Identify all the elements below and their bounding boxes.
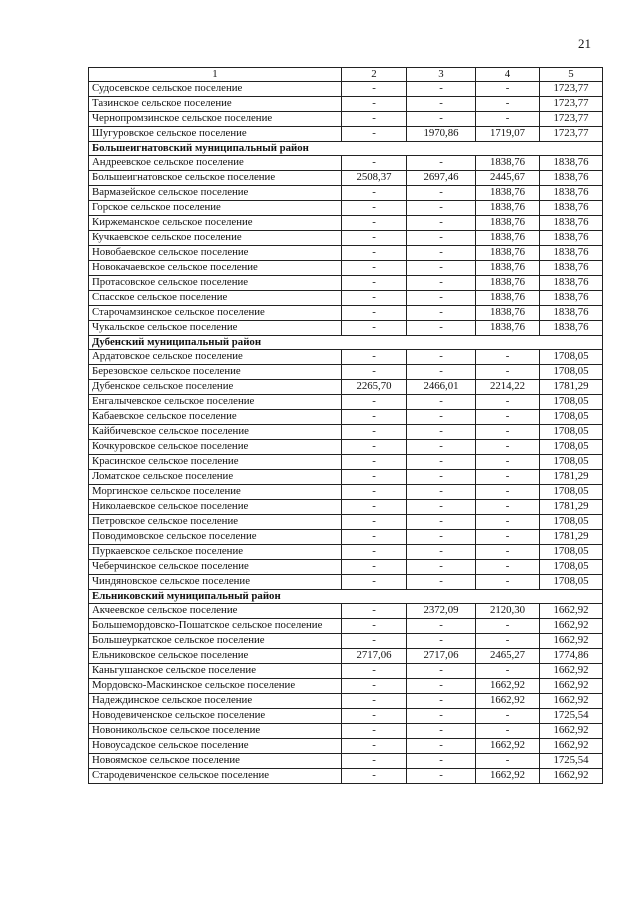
settlement-name: Шугуровское сельское поселение — [89, 127, 342, 142]
table-cell: - — [476, 530, 540, 545]
table-cell: - — [342, 455, 407, 470]
table-cell: - — [407, 769, 476, 784]
column-header: 5 — [540, 68, 603, 82]
table-row — [89, 350, 603, 365]
table-cell: - — [476, 515, 540, 530]
table-row — [89, 112, 603, 127]
table-cell: - — [342, 694, 407, 709]
table-row — [89, 634, 603, 649]
table-cell: 1838,76 — [540, 216, 603, 231]
table-cell: - — [407, 276, 476, 291]
table-cell: - — [342, 575, 407, 590]
table-row — [89, 82, 603, 97]
table-cell: 1662,92 — [540, 724, 603, 739]
table-cell: - — [342, 604, 407, 619]
column-header: 1 — [89, 68, 342, 82]
table-cell: - — [407, 440, 476, 455]
table-row — [89, 739, 603, 754]
table-cell: 1838,76 — [540, 306, 603, 321]
settlement-name: Вармазейское сельское поселение — [89, 186, 342, 201]
table-row — [89, 395, 603, 410]
table-cell: 1838,76 — [476, 261, 540, 276]
table-cell: - — [342, 410, 407, 425]
table-cell: 1725,54 — [540, 709, 603, 724]
settlement-name: Чиндяновское сельское поселение — [89, 575, 342, 590]
table-row — [89, 604, 603, 619]
table-cell: - — [342, 440, 407, 455]
section-title: Большеигнатовский муниципальный район — [89, 142, 603, 156]
table-cell: 1708,05 — [540, 560, 603, 575]
table-cell: - — [476, 470, 540, 485]
table-row — [89, 560, 603, 575]
table-cell: 1719,07 — [476, 127, 540, 142]
table-cell: - — [476, 619, 540, 634]
table-cell: - — [407, 97, 476, 112]
settlement-name: Енгалычевское сельское поселение — [89, 395, 342, 410]
section-row — [89, 590, 603, 604]
table-cell: - — [407, 425, 476, 440]
table-row — [89, 500, 603, 515]
table-cell: - — [476, 365, 540, 380]
settlement-name: Новокачаевское сельское поселение — [89, 261, 342, 276]
table-row — [89, 545, 603, 560]
table-cell: - — [476, 82, 540, 97]
table-row — [89, 380, 603, 395]
table-row — [89, 619, 603, 634]
table-cell: - — [342, 754, 407, 769]
table-cell: 1723,77 — [540, 97, 603, 112]
page-number: 21 — [578, 36, 591, 51]
table-cell: - — [342, 201, 407, 216]
table-row — [89, 306, 603, 321]
table-row — [89, 649, 603, 664]
settlement-name: Кочкуровское сельское поселение — [89, 440, 342, 455]
settlement-name: Большемордовско-Пошатское сельское поселение — [89, 619, 342, 634]
table-row — [89, 709, 603, 724]
table-cell: 1838,76 — [540, 291, 603, 306]
table-cell: - — [407, 410, 476, 425]
settlement-name: Ардатовское сельское поселение — [89, 350, 342, 365]
table-cell: - — [407, 306, 476, 321]
table-cell: 1708,05 — [540, 395, 603, 410]
table-cell: - — [342, 127, 407, 142]
table-cell: - — [407, 112, 476, 127]
table-cell: - — [476, 754, 540, 769]
table-header-row — [89, 68, 603, 82]
table-cell: 1662,92 — [540, 619, 603, 634]
table-cell: - — [407, 216, 476, 231]
table-cell: 1838,76 — [540, 231, 603, 246]
table-cell: 1662,92 — [540, 634, 603, 649]
table-cell: - — [476, 410, 540, 425]
settlement-name: Судосевское сельское поселение — [89, 82, 342, 97]
settlement-name: Новодевиченское сельское поселение — [89, 709, 342, 724]
table-cell: - — [476, 724, 540, 739]
table-cell: - — [342, 500, 407, 515]
table-row — [89, 365, 603, 380]
table-row — [89, 470, 603, 485]
settlement-name: Поводимовское сельское поселение — [89, 530, 342, 545]
settlement-name: Кучкаевское сельское поселение — [89, 231, 342, 246]
table-cell: - — [476, 112, 540, 127]
table-cell: - — [342, 291, 407, 306]
table-cell: - — [476, 634, 540, 649]
table-cell: 1708,05 — [540, 515, 603, 530]
table-cell: 1838,76 — [476, 216, 540, 231]
settlement-name: Большеуркатское сельское поселение — [89, 634, 342, 649]
settlement-name: Петровское сельское поселение — [89, 515, 342, 530]
table-cell: - — [407, 634, 476, 649]
table-cell: 1781,29 — [540, 500, 603, 515]
settlement-name: Кабаевское сельское поселение — [89, 410, 342, 425]
table-cell: 1708,05 — [540, 440, 603, 455]
table-row — [89, 246, 603, 261]
table-cell: - — [342, 112, 407, 127]
table-row — [89, 216, 603, 231]
table-row — [89, 664, 603, 679]
table-row — [89, 276, 603, 291]
settlement-name: Николаевское сельское поселение — [89, 500, 342, 515]
section-title: Ельниковский муниципальный район — [89, 590, 603, 604]
table-cell: 2717,06 — [407, 649, 476, 664]
table-row — [89, 97, 603, 112]
settlement-name: Новоникольское сельское поселение — [89, 724, 342, 739]
table-cell: 1723,77 — [540, 112, 603, 127]
table-cell: - — [407, 739, 476, 754]
table-cell: 1662,92 — [540, 679, 603, 694]
table-cell: - — [342, 365, 407, 380]
table-cell: - — [407, 575, 476, 590]
table-cell: 1838,76 — [476, 186, 540, 201]
table-cell: 2120,30 — [476, 604, 540, 619]
settlement-name: Старочамзинское сельское поселение — [89, 306, 342, 321]
table-cell: - — [407, 694, 476, 709]
table-cell: - — [342, 724, 407, 739]
table-cell: 1708,05 — [540, 410, 603, 425]
table-cell: 1838,76 — [540, 186, 603, 201]
table-cell: 2214,22 — [476, 380, 540, 395]
table-cell: 1708,05 — [540, 365, 603, 380]
column-header: 2 — [342, 68, 407, 82]
table-cell: 2265,70 — [342, 380, 407, 395]
table-row — [89, 530, 603, 545]
table-cell: - — [476, 425, 540, 440]
table-row — [89, 171, 603, 186]
table-cell: - — [407, 560, 476, 575]
table-cell: 1838,76 — [476, 321, 540, 336]
table-row — [89, 485, 603, 500]
table-cell: 1838,76 — [540, 261, 603, 276]
settlement-name: Киржеманское сельское поселение — [89, 216, 342, 231]
table-cell: - — [342, 545, 407, 560]
table-cell: - — [342, 276, 407, 291]
table-row — [89, 156, 603, 171]
table-cell: 1838,76 — [476, 276, 540, 291]
table-cell: - — [476, 97, 540, 112]
table-cell: - — [407, 186, 476, 201]
table-cell: - — [342, 350, 407, 365]
table-cell: - — [342, 261, 407, 276]
table-cell: 2717,06 — [342, 649, 407, 664]
settlement-name: Новобаевское сельское поселение — [89, 246, 342, 261]
table-cell: 1838,76 — [540, 276, 603, 291]
table-cell: - — [407, 485, 476, 500]
table-row — [89, 186, 603, 201]
table-cell: - — [407, 291, 476, 306]
settlement-name: Спасское сельское поселение — [89, 291, 342, 306]
table-cell: - — [407, 530, 476, 545]
tariff-table — [88, 67, 603, 784]
table-cell: - — [407, 365, 476, 380]
settlement-name: Надеждинское сельское поселение — [89, 694, 342, 709]
table-cell: 1708,05 — [540, 455, 603, 470]
table-row — [89, 515, 603, 530]
table-cell: - — [407, 321, 476, 336]
table-cell: 2697,46 — [407, 171, 476, 186]
settlement-name: Стародевиченское сельское поселение — [89, 769, 342, 784]
table-cell: - — [407, 231, 476, 246]
settlement-name: Горское сельское поселение — [89, 201, 342, 216]
table-cell: 1708,05 — [540, 545, 603, 560]
table-row — [89, 410, 603, 425]
table-row — [89, 127, 603, 142]
settlement-name: Дубенское сельское поселение — [89, 380, 342, 395]
settlement-name: Чеберчинское сельское поселение — [89, 560, 342, 575]
table-row — [89, 321, 603, 336]
settlement-name: Протасовское сельское поселение — [89, 276, 342, 291]
table-cell: - — [407, 545, 476, 560]
table-cell: - — [407, 395, 476, 410]
table-row — [89, 425, 603, 440]
table-cell: - — [342, 619, 407, 634]
table-cell: - — [342, 156, 407, 171]
settlement-name: Большеигнатовское сельское поселение — [89, 171, 342, 186]
table-row — [89, 455, 603, 470]
table-cell: - — [342, 321, 407, 336]
table-cell: 2508,37 — [342, 171, 407, 186]
section-row — [89, 336, 603, 350]
table-row — [89, 769, 603, 784]
table-cell: - — [342, 395, 407, 410]
table-row — [89, 754, 603, 769]
table-row — [89, 575, 603, 590]
table-cell: - — [342, 515, 407, 530]
table-row — [89, 694, 603, 709]
table-cell: 1708,05 — [540, 425, 603, 440]
section-title: Дубенский муниципальный район — [89, 336, 603, 350]
table-cell: - — [342, 485, 407, 500]
settlement-name: Тазинское сельское поселение — [89, 97, 342, 112]
table-row — [89, 440, 603, 455]
table-body — [89, 68, 603, 784]
settlement-name: Кайбичевское сельское поселение — [89, 425, 342, 440]
table-cell: 1838,76 — [476, 246, 540, 261]
table-cell: - — [407, 754, 476, 769]
table-row — [89, 231, 603, 246]
table-cell: - — [476, 545, 540, 560]
table-cell: - — [476, 709, 540, 724]
table-cell: 2372,09 — [407, 604, 476, 619]
table-cell: - — [342, 246, 407, 261]
table-cell: 1662,92 — [476, 739, 540, 754]
table-cell: - — [476, 575, 540, 590]
table-row — [89, 679, 603, 694]
table-cell: - — [407, 709, 476, 724]
table-cell: 1662,92 — [476, 694, 540, 709]
settlement-name: Андреевское сельское поселение — [89, 156, 342, 171]
table-cell: 1838,76 — [476, 156, 540, 171]
table-cell: 1838,76 — [540, 156, 603, 171]
table-cell: - — [342, 425, 407, 440]
table-cell: 1838,76 — [476, 231, 540, 246]
table-cell: - — [476, 664, 540, 679]
section-row — [89, 142, 603, 156]
table-row — [89, 724, 603, 739]
table-cell: - — [407, 201, 476, 216]
table-cell: 1723,77 — [540, 82, 603, 97]
table-cell: - — [342, 560, 407, 575]
table-cell: 2465,27 — [476, 649, 540, 664]
table-cell: 1662,92 — [476, 769, 540, 784]
table-cell: - — [476, 455, 540, 470]
table-cell: - — [407, 455, 476, 470]
table-cell: 1838,76 — [476, 306, 540, 321]
table-cell: 1662,92 — [540, 769, 603, 784]
table-cell: - — [342, 634, 407, 649]
table-cell: 2445,67 — [476, 171, 540, 186]
table-cell: - — [342, 306, 407, 321]
settlement-name: Моргинское сельское поселение — [89, 485, 342, 500]
table-cell: - — [407, 156, 476, 171]
table-cell: - — [342, 664, 407, 679]
table-cell: - — [342, 82, 407, 97]
table-cell: - — [407, 515, 476, 530]
table-cell: 1662,92 — [476, 679, 540, 694]
settlement-name: Чернопромзинское сельское поселение — [89, 112, 342, 127]
table-cell: - — [476, 395, 540, 410]
table-cell: - — [476, 500, 540, 515]
table-cell: - — [342, 231, 407, 246]
table-cell: 1838,76 — [476, 201, 540, 216]
table-cell: - — [407, 470, 476, 485]
table-cell: 1662,92 — [540, 604, 603, 619]
table-cell: 1708,05 — [540, 575, 603, 590]
table-cell: 1725,54 — [540, 754, 603, 769]
table-cell: - — [476, 440, 540, 455]
table-cell: 1970,86 — [407, 127, 476, 142]
settlement-name: Березовское сельское поселение — [89, 365, 342, 380]
table-cell: - — [476, 485, 540, 500]
table-cell: 1662,92 — [540, 664, 603, 679]
column-header: 4 — [476, 68, 540, 82]
column-header: 3 — [407, 68, 476, 82]
table-cell: 1838,76 — [540, 321, 603, 336]
table-cell: - — [342, 679, 407, 694]
settlement-name: Ельниковское сельское поселение — [89, 649, 342, 664]
settlement-name: Новоусадское сельское поселение — [89, 739, 342, 754]
settlement-name: Ломатское сельское поселение — [89, 470, 342, 485]
table-cell: - — [342, 470, 407, 485]
table-cell: - — [407, 261, 476, 276]
table-row — [89, 201, 603, 216]
table-cell: - — [342, 216, 407, 231]
table-cell: - — [407, 679, 476, 694]
table-cell: 1662,92 — [540, 739, 603, 754]
table-cell: - — [342, 186, 407, 201]
table-cell: - — [407, 246, 476, 261]
table-cell: - — [476, 350, 540, 365]
table-cell: 1838,76 — [476, 291, 540, 306]
table-row — [89, 261, 603, 276]
table-cell: 1781,29 — [540, 530, 603, 545]
table-cell: - — [342, 709, 407, 724]
table-cell: 1781,29 — [540, 470, 603, 485]
table-cell: 1838,76 — [540, 201, 603, 216]
settlement-name: Чукальское сельское поселение — [89, 321, 342, 336]
table-cell: - — [407, 619, 476, 634]
settlement-name: Новоямское сельское поселение — [89, 754, 342, 769]
table-cell: - — [407, 500, 476, 515]
table-cell: - — [342, 769, 407, 784]
table-cell: 1662,92 — [540, 694, 603, 709]
settlement-name: Пуркаевское сельское поселение — [89, 545, 342, 560]
table-cell: 1774,86 — [540, 649, 603, 664]
table-cell: - — [342, 739, 407, 754]
table-cell: 2466,01 — [407, 380, 476, 395]
table-cell: - — [407, 350, 476, 365]
table-cell: 1708,05 — [540, 485, 603, 500]
table-cell: - — [407, 664, 476, 679]
settlement-name: Акчеевское сельское поселение — [89, 604, 342, 619]
table-cell: - — [342, 530, 407, 545]
settlement-name: Мордовско-Маскинское сельское поселение — [89, 679, 342, 694]
table-cell: - — [407, 724, 476, 739]
table-cell: - — [407, 82, 476, 97]
settlement-name: Красинское сельское поселение — [89, 455, 342, 470]
table-row — [89, 291, 603, 306]
table-cell: - — [342, 97, 407, 112]
table-cell: 1723,77 — [540, 127, 603, 142]
table-cell: 1708,05 — [540, 350, 603, 365]
table-cell: 1838,76 — [540, 246, 603, 261]
table-cell: - — [476, 560, 540, 575]
settlement-name: Каньгушанское сельское поселение — [89, 664, 342, 679]
table-cell: 1838,76 — [540, 171, 603, 186]
table-cell: 1781,29 — [540, 380, 603, 395]
